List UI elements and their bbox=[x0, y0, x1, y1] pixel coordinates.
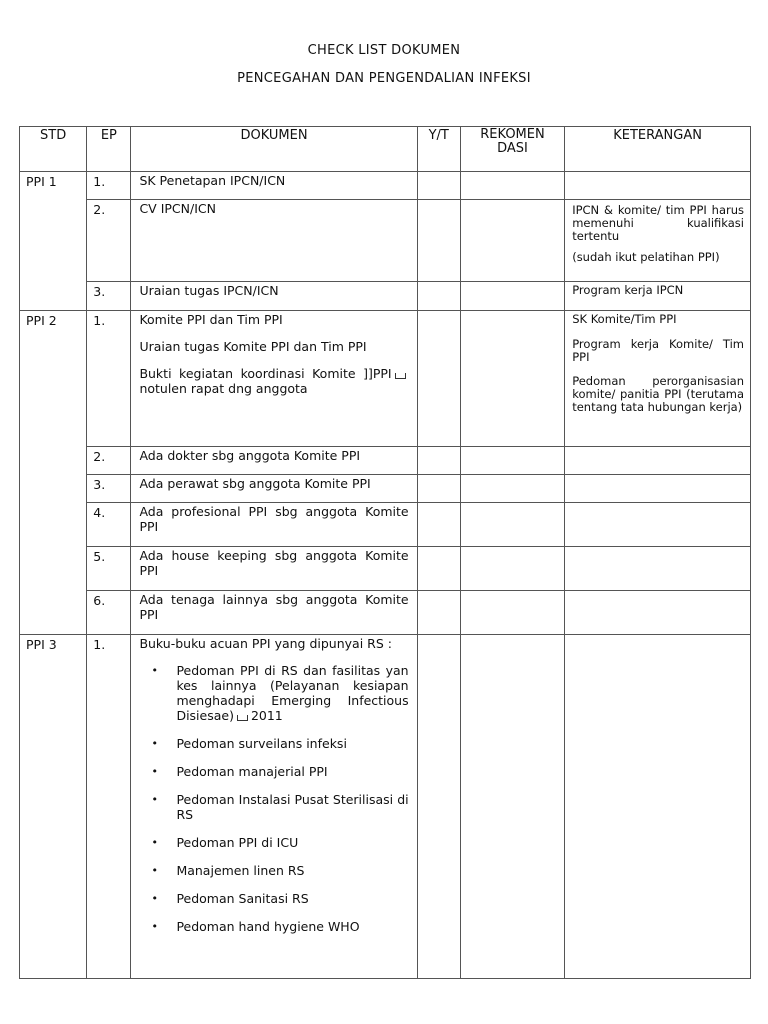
std-cell: PPI 1 bbox=[20, 172, 87, 311]
list-item: • Pedoman PPI di ICU bbox=[139, 835, 408, 850]
yt-cell[interactable] bbox=[417, 282, 460, 311]
keterangan-cell[interactable] bbox=[565, 591, 751, 635]
dokumen-text: Uraian tugas Komite PPI dan Tim PPI bbox=[139, 339, 367, 354]
list-item-text: Pedoman PPI di RS dan fasilitas yan kes lainnya (Pelayanan kesiapan menghadapi Emerging Infectious Disiesae) bbox=[176, 663, 409, 723]
keterangan-text: Pedoman perorganisasian komite/ panitia PPI (terutama tentang tata hubungan kerja) bbox=[572, 374, 744, 414]
dokumen-cell bbox=[131, 547, 417, 591]
rekomendasi-cell[interactable] bbox=[460, 503, 564, 547]
yt-cell[interactable] bbox=[417, 200, 460, 282]
ep-cell: 3. bbox=[87, 475, 131, 503]
header-ep: EP bbox=[87, 127, 131, 172]
keterangan-text: SK Komite/Tim PPI bbox=[572, 312, 677, 326]
list-item: • Manajemen linen RS bbox=[139, 863, 408, 878]
keterangan-cell[interactable] bbox=[565, 503, 751, 547]
rekomendasi-cell[interactable] bbox=[460, 311, 564, 447]
dokumen-cell bbox=[131, 503, 417, 547]
rekomendasi-cell[interactable] bbox=[460, 475, 564, 503]
std-cell: PPI 2 bbox=[20, 311, 87, 635]
keterangan-cell[interactable] bbox=[565, 311, 751, 447]
rekomendasi-cell[interactable] bbox=[460, 591, 564, 635]
ep-cell: 5. bbox=[87, 547, 131, 591]
document-subtitle: PENCEGAHAN DAN PENGENDALIAN INFEKSI bbox=[237, 71, 531, 86]
yt-cell[interactable] bbox=[417, 635, 460, 979]
rekomendasi-cell[interactable] bbox=[460, 447, 564, 475]
list-item: • Pedoman surveilans infeksi bbox=[139, 736, 408, 751]
missing-glyph-icon bbox=[237, 715, 248, 721]
header-yt: Y/T bbox=[417, 127, 460, 172]
header-keterangan: KETERANGAN bbox=[565, 127, 751, 172]
table-row bbox=[20, 635, 751, 979]
dokumen-cell: Uraian tugas IPCN/ICN bbox=[131, 282, 417, 311]
ep-cell: 6. bbox=[87, 591, 131, 635]
ep-cell: 3. bbox=[87, 282, 131, 311]
dokumen-text-part: notulen rapat dng anggota bbox=[139, 381, 308, 396]
document-title: CHECK LIST DOKUMEN bbox=[307, 43, 461, 58]
std-cell: PPI 3 bbox=[20, 635, 87, 979]
table-row bbox=[20, 503, 751, 547]
keterangan-text: Program kerja IPCN bbox=[572, 283, 684, 297]
yt-cell[interactable] bbox=[417, 475, 460, 503]
checklist-table bbox=[19, 126, 751, 979]
dokumen-text: Komite PPI dan Tim PPI bbox=[139, 312, 283, 327]
dokumen-cell: Ada perawat sbg anggota Komite PPI bbox=[131, 475, 417, 503]
dokumen-cell bbox=[131, 591, 417, 635]
yt-cell[interactable] bbox=[417, 447, 460, 475]
keterangan-cell[interactable] bbox=[565, 447, 751, 475]
table-row bbox=[20, 200, 751, 282]
header-dokumen: DOKUMEN bbox=[131, 127, 417, 172]
dokumen-cell: Ada dokter sbg anggota Komite PPI bbox=[131, 447, 417, 475]
ep-cell: 2. bbox=[87, 447, 131, 475]
keterangan-cell[interactable] bbox=[565, 475, 751, 503]
header-rekomendasi bbox=[460, 127, 564, 172]
dokumen-cell: CV IPCN/ICN bbox=[131, 200, 417, 282]
keterangan-cell[interactable] bbox=[565, 547, 751, 591]
ep-cell: 4. bbox=[87, 503, 131, 547]
reference-list bbox=[139, 663, 408, 934]
dokumen-cell: SK Penetapan IPCN/ICN bbox=[131, 172, 417, 200]
list-item bbox=[139, 663, 408, 723]
list-item: • Pedoman Sanitasi RS bbox=[139, 891, 408, 906]
keterangan-text: (sudah ikut pelatihan PPI) bbox=[572, 250, 720, 264]
table-header-row bbox=[20, 127, 751, 172]
keterangan-cell[interactable] bbox=[565, 200, 751, 282]
header-rekomendasi-label: REKOMEN DASI bbox=[480, 127, 545, 156]
list-item: • Pedoman manajerial PPI bbox=[139, 764, 408, 779]
table-row bbox=[20, 547, 751, 591]
rekomendasi-cell[interactable] bbox=[460, 282, 564, 311]
yt-cell[interactable] bbox=[417, 172, 460, 200]
yt-cell[interactable] bbox=[417, 503, 460, 547]
dokumen-text-part: Bukti kegiatan koordinasi Komite ]]PPI bbox=[139, 366, 392, 381]
list-item: • Pedoman hand hygiene WHO bbox=[139, 919, 408, 934]
table-row bbox=[20, 591, 751, 635]
keterangan-text: Program kerja Komite/ Tim PPI bbox=[572, 337, 744, 364]
list-item-text: 2011 bbox=[250, 708, 283, 723]
table-row bbox=[20, 311, 751, 447]
yt-cell[interactable] bbox=[417, 311, 460, 447]
table-row bbox=[20, 475, 751, 503]
keterangan-cell[interactable] bbox=[565, 172, 751, 200]
dokumen-cell bbox=[131, 311, 417, 447]
missing-glyph-icon bbox=[395, 373, 406, 379]
keterangan-cell[interactable] bbox=[565, 282, 751, 311]
keterangan-text: IPCN & komite/ tim PPI harus memenuhi kualifikasi tertentu bbox=[572, 203, 744, 243]
table-row bbox=[20, 447, 751, 475]
ep-cell: 2. bbox=[87, 200, 131, 282]
ep-cell: 1. bbox=[87, 635, 131, 979]
rekomendasi-cell[interactable] bbox=[460, 547, 564, 591]
dokumen-text bbox=[139, 366, 408, 396]
yt-cell[interactable] bbox=[417, 547, 460, 591]
header-std: STD bbox=[20, 127, 87, 172]
keterangan-cell[interactable] bbox=[565, 635, 751, 979]
dokumen-cell bbox=[131, 635, 417, 979]
rekomendasi-cell[interactable] bbox=[460, 172, 564, 200]
ep-cell: 1. bbox=[87, 172, 131, 200]
rekomendasi-cell[interactable] bbox=[460, 200, 564, 282]
dokumen-text: Ada profesional PPI sbg anggota Komite PPI bbox=[139, 504, 409, 534]
dokumen-text: Ada tenaga lainnya sbg anggota Komite PPI bbox=[139, 592, 409, 622]
table-row bbox=[20, 282, 751, 311]
yt-cell[interactable] bbox=[417, 591, 460, 635]
list-item: • Pedoman Instalasi Pusat Sterilisasi di RS bbox=[139, 792, 408, 822]
dokumen-text: Buku-buku acuan PPI yang dipunyai RS : bbox=[139, 636, 392, 651]
ep-cell: 1. bbox=[87, 311, 131, 447]
rekomendasi-cell[interactable] bbox=[460, 635, 564, 979]
table-row bbox=[20, 172, 751, 200]
dokumen-text: Ada house keeping sbg anggota Komite PPI bbox=[139, 548, 409, 578]
